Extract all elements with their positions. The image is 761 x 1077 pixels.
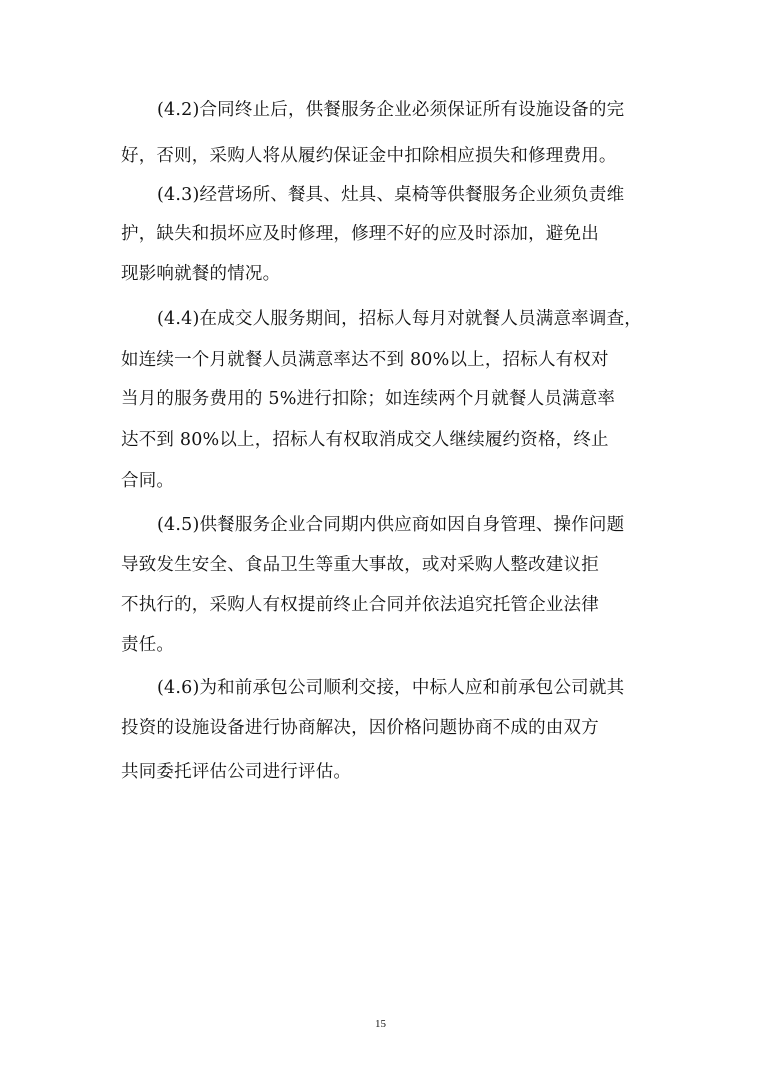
paragraph-4-4-line-4: 达不到 80%以上，招标人有权取消成交人继续履约资格，终止 bbox=[121, 430, 609, 450]
page-number: 15 bbox=[375, 1018, 386, 1030]
paragraph-4-2-line-1: (4.2)合同终止后，供餐服务企业必须保证所有设施设备的完 bbox=[157, 100, 625, 120]
paragraph-4-6-line-3: 共同委托评估公司进行评估。 bbox=[121, 762, 352, 782]
paragraph-4-6-line-2: 投资的设施设备进行协商解决，因价格问题协商不成的由双方 bbox=[121, 718, 599, 738]
paragraph-4-3-line-2: 护，缺失和损坏应及时修理，修理不好的应及时添加，避免出 bbox=[121, 224, 599, 244]
paragraph-4-5-line-2: 导致发生安全、食品卫生等重大事故，或对采购人整改建议拒 bbox=[121, 555, 599, 575]
paragraph-4-3-line-1: (4.3)经营场所、餐具、灶具、桌椅等供餐服务企业须负责维 bbox=[157, 185, 625, 205]
paragraph-4-4-line-1: (4.4)在成交人服务期间，招标人每月对就餐人员满意率调查， bbox=[157, 309, 642, 329]
paragraph-4-4-line-5: 合同。 bbox=[121, 471, 175, 491]
paragraph-4-6-line-1: (4.6)为和前承包公司顺利交接，中标人应和前承包公司就其 bbox=[157, 678, 625, 698]
paragraph-4-2-line-2: 好，否则，采购人将从履约保证金中扣除相应损失和修理费用。 bbox=[121, 146, 617, 166]
paragraph-4-4-line-2: 如连续一个月就餐人员满意率达不到 80%以上，招标人有权对 bbox=[121, 350, 609, 370]
paragraph-4-5-line-4: 责任。 bbox=[121, 635, 175, 655]
paragraph-4-5-line-3: 不执行的，采购人有权提前终止合同并依法追究托管企业法律 bbox=[121, 595, 599, 615]
paragraph-4-4-line-3: 当月的服务费用的 5%进行扣除；如连续两个月就餐人员满意率 bbox=[121, 389, 616, 409]
paragraph-4-3-line-3: 现影响就餐的情况。 bbox=[121, 264, 281, 284]
paragraph-4-5-line-1: (4.5)供餐服务企业合同期内供应商如因自身管理、操作问题 bbox=[157, 515, 625, 535]
